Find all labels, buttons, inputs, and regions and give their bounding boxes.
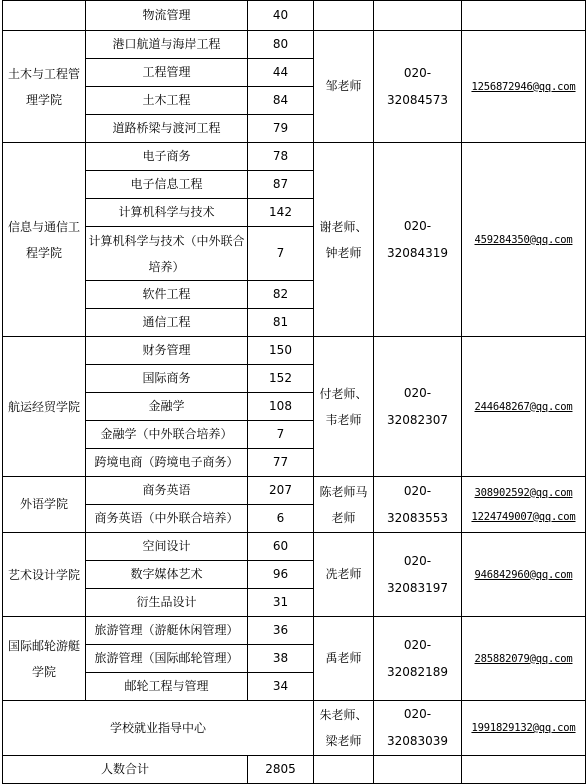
email-link[interactable]: 946842960@qq.com xyxy=(474,568,573,581)
major-cell: 数字媒体艺术 xyxy=(86,561,248,589)
count-cell: 78 xyxy=(248,143,314,171)
count-cell: 152 xyxy=(248,365,314,393)
major-cell: 国际商务 xyxy=(86,365,248,393)
count-cell: 96 xyxy=(248,561,314,589)
major-cell: 通信工程 xyxy=(86,309,248,337)
count-cell: 38 xyxy=(248,645,314,673)
count-cell: 87 xyxy=(248,171,314,199)
teacher-cell: 付老师、韦老师 xyxy=(314,337,374,477)
email-cell xyxy=(462,143,586,337)
major-cell: 金融学 xyxy=(86,393,248,421)
college-name-foreign: 外语学院 xyxy=(3,477,86,533)
count-cell: 7 xyxy=(248,227,314,281)
college-name-art: 艺术设计学院 xyxy=(3,533,86,617)
count-cell: 44 xyxy=(248,59,314,87)
email-link[interactable]: 459284350@qq.com xyxy=(474,233,573,246)
email-cell xyxy=(462,337,586,477)
major-cell: 商务英语（中外联合培养） xyxy=(86,505,248,533)
phone-cell: 020-32082307 xyxy=(374,337,462,477)
phone-cell: 020-32083197 xyxy=(374,533,462,617)
email-cell xyxy=(462,701,586,756)
count-cell: 7 xyxy=(248,421,314,449)
teacher-cell: 朱老师、梁老师 xyxy=(314,701,374,756)
major-cell: 旅游管理（国际邮轮管理） xyxy=(86,645,248,673)
count-cell: 142 xyxy=(248,199,314,227)
total-label: 人数合计 xyxy=(3,756,248,784)
teacher-cell: 邹老师 xyxy=(314,31,374,143)
count-cell: 84 xyxy=(248,87,314,115)
college-name-shipping: 航运经贸学院 xyxy=(3,337,86,477)
phone-cell: 020-32083553 xyxy=(374,477,462,533)
major-cell: 金融学（中外联合培养） xyxy=(86,421,248,449)
recruitment-contact-table xyxy=(2,0,586,784)
phone-cell-empty xyxy=(374,1,462,31)
count-cell: 40 xyxy=(248,1,314,31)
email-link[interactable]: 1256872946@qq.com xyxy=(471,80,576,93)
major-cell: 商务英语 xyxy=(86,477,248,505)
count-cell: 82 xyxy=(248,281,314,309)
phone-cell: 020-32084319 xyxy=(374,143,462,337)
major-cell: 计算机科学与技术 xyxy=(86,199,248,227)
major-cell: 港口航道与海岸工程 xyxy=(86,31,248,59)
email-cell xyxy=(462,477,586,533)
major-cell: 道路桥梁与渡河工程 xyxy=(86,115,248,143)
email-link[interactable]: 1224749007@qq.com xyxy=(471,510,576,523)
major-cell: 空间设计 xyxy=(86,533,248,561)
count-cell: 108 xyxy=(248,393,314,421)
major-cell: 电子商务 xyxy=(86,143,248,171)
count-cell: 36 xyxy=(248,617,314,645)
major-cell: 工程管理 xyxy=(86,59,248,87)
email-cell-empty xyxy=(462,1,586,31)
college-cell-empty xyxy=(3,1,86,31)
major-cell: 财务管理 xyxy=(86,337,248,365)
phone-cell-empty xyxy=(374,756,462,784)
major-cell: 软件工程 xyxy=(86,281,248,309)
count-cell: 31 xyxy=(248,589,314,617)
email-link[interactable]: 244648267@qq.com xyxy=(474,400,573,413)
college-name-info: 信息与通信工程学院 xyxy=(3,143,86,337)
count-cell: 77 xyxy=(248,449,314,477)
count-cell: 6 xyxy=(248,505,314,533)
major-cell: 计算机科学与技术（中外联合培养） xyxy=(86,227,248,281)
email-cell xyxy=(462,533,586,617)
center-name: 学校就业指导中心 xyxy=(3,701,314,756)
teacher-cell-empty xyxy=(314,1,374,31)
teacher-cell: 陈老师马老师 xyxy=(314,477,374,533)
count-cell: 79 xyxy=(248,115,314,143)
count-cell: 150 xyxy=(248,337,314,365)
count-cell: 81 xyxy=(248,309,314,337)
phone-cell: 020-32083039 xyxy=(374,701,462,756)
major-cell: 物流管理 xyxy=(86,1,248,31)
count-cell: 80 xyxy=(248,31,314,59)
major-cell: 跨境电商（跨境电子商务） xyxy=(86,449,248,477)
email-cell xyxy=(462,31,586,143)
email-cell xyxy=(462,617,586,701)
count-cell: 34 xyxy=(248,673,314,701)
college-name-cruise: 国际邮轮游艇学院 xyxy=(3,617,86,701)
major-cell: 电子信息工程 xyxy=(86,171,248,199)
count-cell: 207 xyxy=(248,477,314,505)
email-link[interactable]: 308902592@qq.com xyxy=(474,486,573,499)
major-cell: 衍生品设计 xyxy=(86,589,248,617)
major-cell: 邮轮工程与管理 xyxy=(86,673,248,701)
count-cell: 60 xyxy=(248,533,314,561)
phone-cell: 020-32082189 xyxy=(374,617,462,701)
total-count: 2805 xyxy=(248,756,314,784)
major-cell: 土木工程 xyxy=(86,87,248,115)
email-link[interactable]: 1991829132@qq.com xyxy=(471,722,576,734)
phone-cell: 020-32084573 xyxy=(374,31,462,143)
teacher-cell: 冼老师 xyxy=(314,533,374,617)
teacher-cell: 禹老师 xyxy=(314,617,374,701)
email-cell-empty xyxy=(462,756,586,784)
teacher-cell-empty xyxy=(314,756,374,784)
email-link[interactable]: 285882079@qq.com xyxy=(474,652,573,665)
teacher-cell: 谢老师、钟老师 xyxy=(314,143,374,337)
major-cell: 旅游管理（游艇休闲管理） xyxy=(86,617,248,645)
college-name-civil: 土木与工程管理学院 xyxy=(3,31,86,143)
